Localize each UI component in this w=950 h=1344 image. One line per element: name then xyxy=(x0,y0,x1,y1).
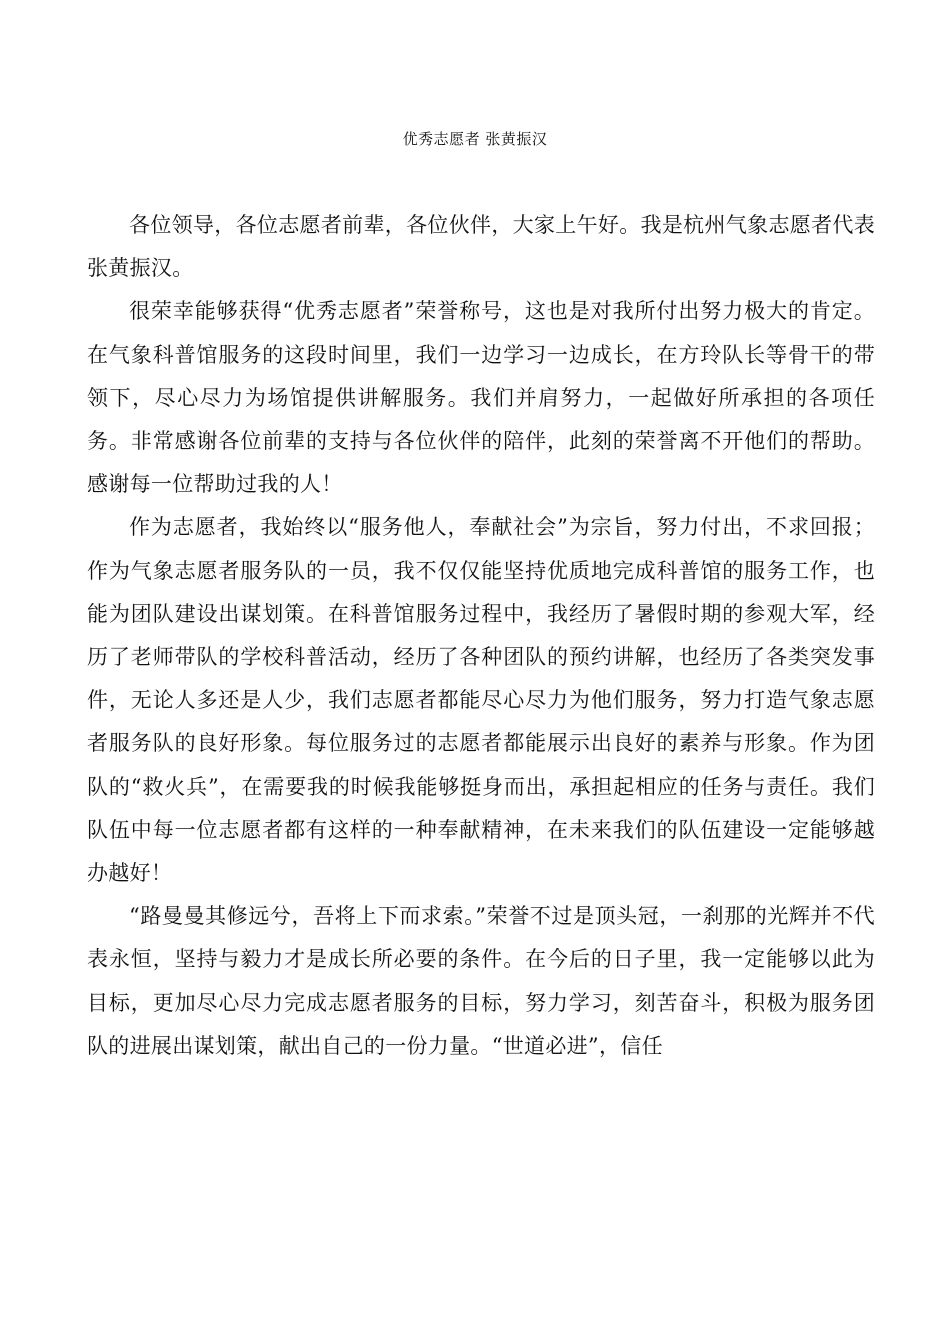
paragraph-greeting: 各位领导，各位志愿者前辈，各位伙伴，大家上午好。我是杭州气象志愿者代表张黄振汉。 xyxy=(87,213,875,281)
paragraph-service: 作为志愿者，我始终以“服务他人，奉献社会”为宗旨，努力付出，不求回报；作为气象志愿者服务队的一员，我不仅仅能坚持优质地完成科普馆的服务工作，也能为团队建设出谋划策。在科普馆服务过程中，我经历了暑假时期的参观大军，经历了老师带队的学校科普活动，经历了各种团队的预约讲解，也经历了各类突发事件，无论人多还是人少，我们志愿者都能尽心尽力为他们服务，努力打造气象志愿者服务队的良好形象。每位服务过的志愿者都能展示出良好的素养与形象。作为团队的“救火兵”，在需要我的时候我能够挺身而出，承担起相应的任务与责任。我们队伍中每一位志愿者都有这样的一种奉献精神，在未来我们的队伍建设一定能够越办越好！ xyxy=(87,515,875,886)
paragraph-thanks: 很荣幸能够获得“优秀志愿者”荣誉称号，这也是对我所付出努力极大的肯定。在气象科普馆服务的这段时间里，我们一边学习一边成长，在方玲队长等骨干的带领下，尽心尽力为场馆提供讲解服务。我们并肩努力，一起做好所承担的各项任务。非常感谢各位前辈的支持与各位伙伴的陪伴，此刻的荣誉离不开他们的帮助。感谢每一位帮助过我的人！ xyxy=(87,299,875,497)
document-body xyxy=(87,204,875,1068)
paragraph-future: “路曼曼其修远兮，吾将上下而求索。”荣誉不过是顶头冠，一刹那的光辉并不代表永恒，坚持与毅力才是成长所必要的条件。在今后的日子里，我一定能够以此为目标，更加尽心尽力完成志愿者服务的目标，努力学习，刻苦奋斗，积极为服务团队的进展出谋划策，献出自己的一份力量。“世道必进”，信任 xyxy=(87,904,875,1058)
document-title: 优秀志愿者 张黄振汉 xyxy=(402,130,548,148)
